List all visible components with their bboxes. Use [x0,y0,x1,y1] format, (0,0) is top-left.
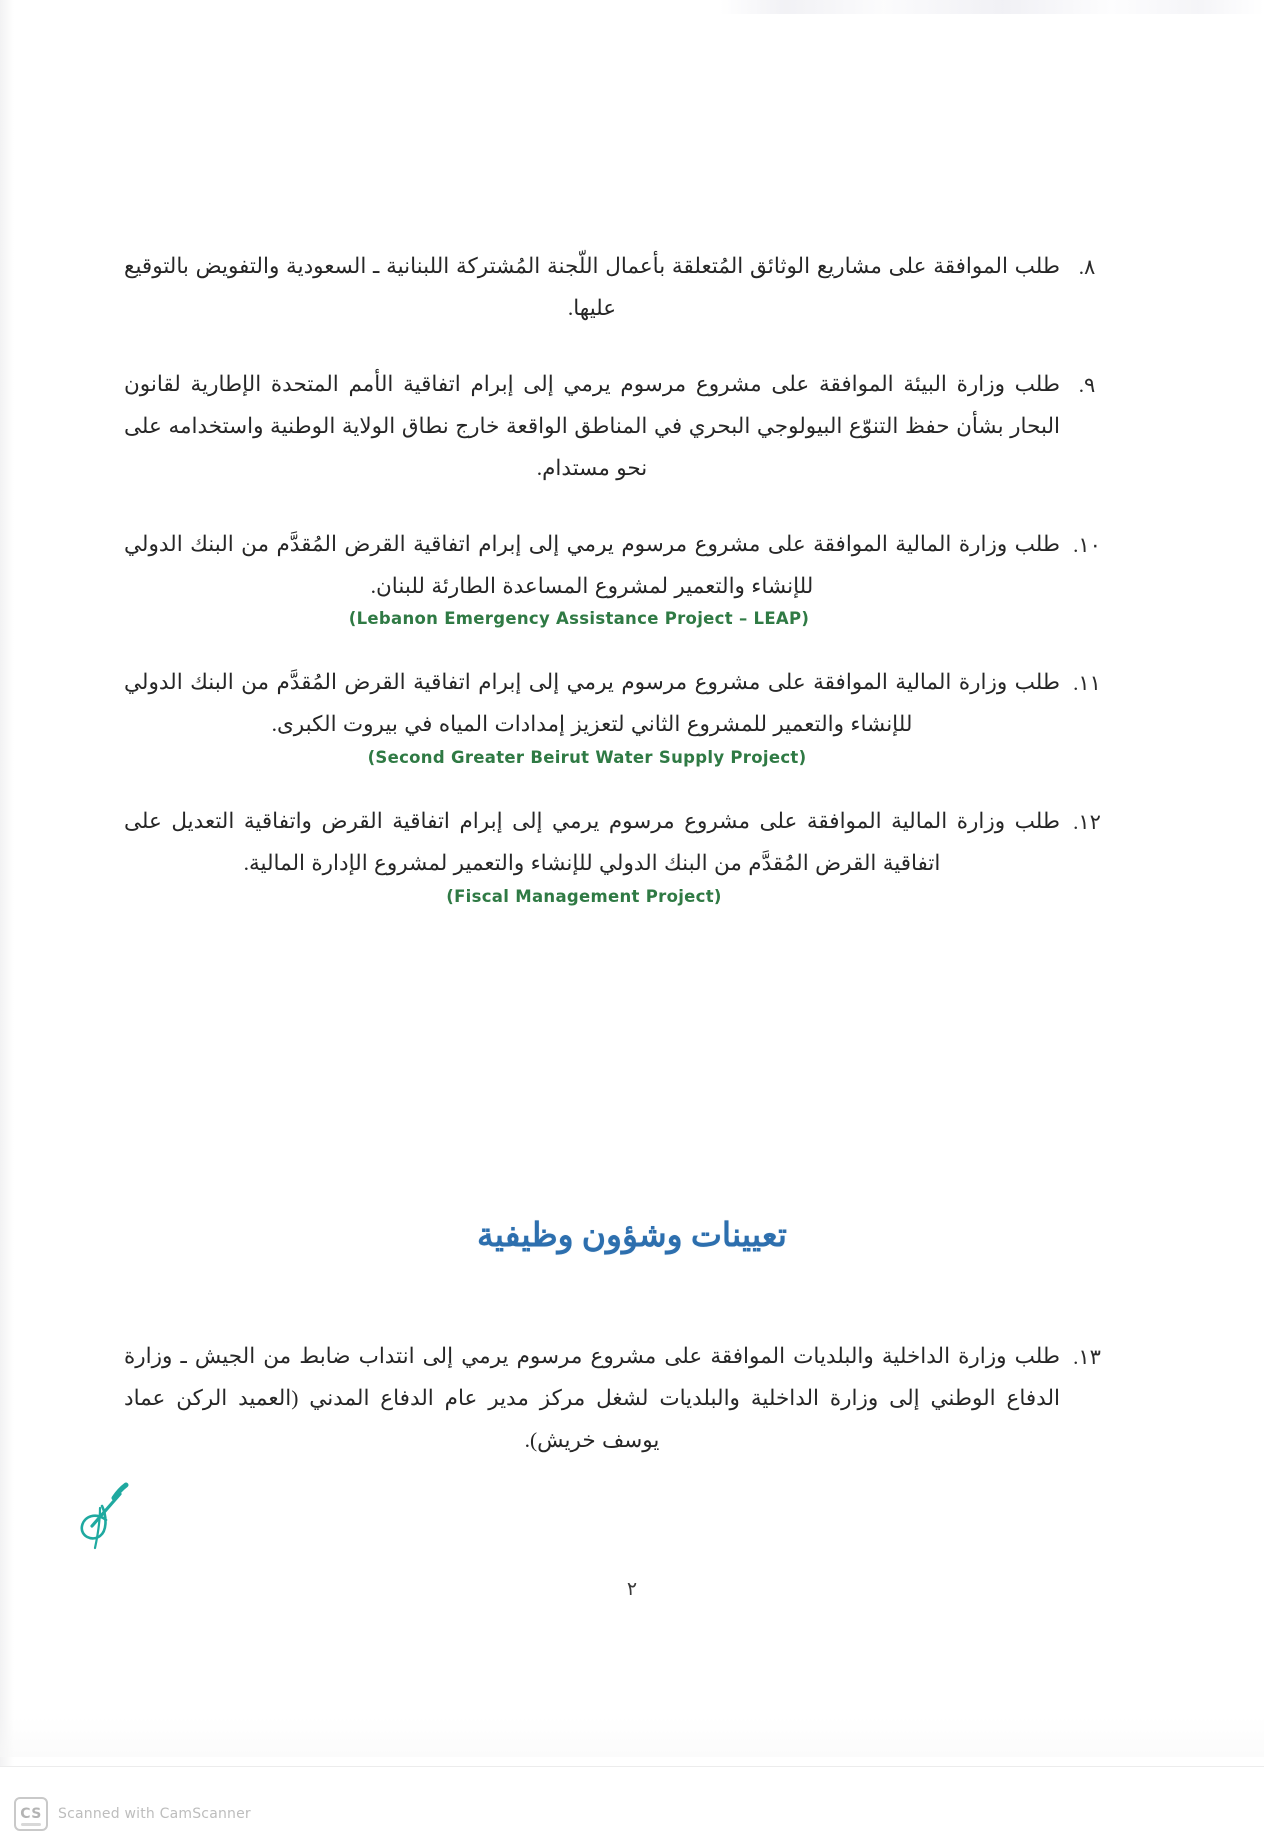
scan-edge-artifact [0,0,14,1845]
item-number: ١٢. [1073,810,1101,835]
item-text: طلب وزارة المالية الموافقة على مشروع مرسوم يرمي إلى إبرام اتفاقية القرض المُقدَّم من البنك الدولي للإنشاء والتعمير للمشروع الثاني لتعزيز إمدادات المياه في بيروت الكبرى. [124,670,1060,737]
item-number: ١٠. [1073,532,1101,557]
item-number: ١١. [1073,671,1101,696]
agenda-items-list [124,246,1114,940]
item-body [124,801,1060,906]
camscanner-footer [0,1766,1264,1845]
item-text: طلب وزارة المالية الموافقة على مشروع مرسوم يرمي إلى إبرام اتفاقية القرض واتفاقية التعديل على اتفاقية القرض المُقدَّم من البنك الدولي للإنشاء والتعمير لمشروع الإدارة المالية. [124,809,1060,876]
camscanner-label: Scanned with CamScanner [58,1806,251,1822]
item-body [124,246,1060,330]
item-english-project-name: (Second Greater Beirut Water Supply Project) [367,748,807,768]
item-text: طلب وزارة البيئة الموافقة على مشروع مرسوم يرمي إلى إبرام اتفاقية الأمم المتحدة الإطارية لقانون البحار بشأن حفظ التنوّع البيولوجي البحري في المناطق الواقعة خارج نطاق الولاية الوطنية واستخدامه على نحو مستدام. [124,371,1060,480]
agenda-item [124,662,1114,767]
item-body [124,662,1060,767]
page-number: ٢ [626,1579,638,1600]
camscanner-footer-inner [14,1797,251,1831]
item-english-project-name: (Fiscal Management Project) [446,887,722,907]
item-text: طلب الموافقة على مشاريع الوثائق المُتعلقة بأعمال اللّجنة المُشتركة اللبنانية ـ السعودية والتفويض بالتوقيع عليها. [124,254,1060,320]
scan-top-artifact [720,0,1264,14]
agenda-item [124,524,1114,629]
agenda-item [124,246,1114,330]
item-number: ١٣. [1073,1345,1101,1369]
item-body [124,524,1060,629]
item-body [124,364,1060,490]
camscanner-logo-icon: CS [14,1797,48,1831]
item-number: ٨. [1078,255,1096,279]
section-items-list [124,1336,1114,1496]
handwritten-signature-mark [62,1468,182,1578]
item-number: ٩. [1078,372,1096,397]
item-english-project-name: (Lebanon Emergency Assistance Project – LEAP) [348,609,810,629]
section-heading: تعيينات وشؤون وظيفية [477,1218,787,1254]
item-body [124,1336,1060,1462]
agenda-item [124,364,1114,490]
agenda-item [124,801,1114,906]
item-text: طلب وزارة الداخلية والبلديات الموافقة على مشروع مرسوم يرمي إلى انتداب ضابط من الجيش ـ وزارة الدفاع الوطني إلى وزارة الداخلية والبلديات لشغل مركز مدير عام الدفاع المدني (العميد الركن عماد يوسف خريش). [124,1344,1060,1452]
agenda-item [124,1336,1114,1462]
item-text: طلب وزارة المالية الموافقة على مشروع مرسوم يرمي إلى إبرام اتفاقية القرض المُقدَّم من البنك الدولي للإنشاء والتعمير لمشروع المساعدة الطارئة للبنان. [124,531,1060,598]
scan-bottom-artifact [0,1717,1264,1757]
